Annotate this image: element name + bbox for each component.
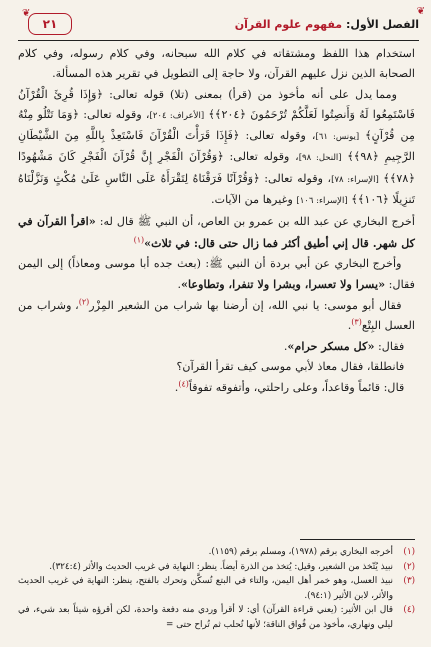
paragraph <box>18 296 415 337</box>
verse-reference: [يونس: ٦١] <box>315 132 360 143</box>
footnote-rule <box>300 539 415 540</box>
paragraph <box>18 211 415 254</box>
page-header <box>18 6 425 36</box>
hadith-quote: «اقرأ القرآن في كل شهر. قال إني أطيق أكثر فما زال حتى قال: في ثلاث» <box>18 214 415 250</box>
footnote-number: (٤) <box>403 605 415 616</box>
footnote-ref[interactable]: (٤) <box>178 379 189 389</box>
paragraph-text: ، وشراب من العسل البِتْع <box>18 298 415 332</box>
paragraph <box>18 378 415 398</box>
hadith-quote: «يسرا ولا تعسرا، وبشرا ولا تنفرا، وتطاوعا» <box>181 277 386 292</box>
paragraph <box>18 336 415 357</box>
paragraph-text: استخدام هذا اللفظ ومشتقاته في كلام الله سبحانه، وفي كلام رسوله، وفي كلام الصحابة الذين نزل عليهم القرآن، ولا حاجة إلى التطويل في تقرير هذه المسألة. <box>18 47 415 81</box>
verse-reference: [الإسراء: ١٠٦] <box>296 196 348 207</box>
footnote-number: (٣) <box>403 576 415 587</box>
paragraph-text: . <box>177 278 182 292</box>
footnote-text: نبيذ يُتّخذ من الشعير، وقيل: يُتخذ من الذرة أيضاً. ينظر: النهاية في غريب الحديث والأثر (٣٢٤:٤). <box>49 561 393 572</box>
running-head <box>235 18 419 31</box>
paragraph-text: . <box>347 318 352 332</box>
footnote <box>18 603 415 632</box>
paragraph <box>18 85 415 212</box>
footnote <box>18 545 415 560</box>
paragraph <box>18 357 415 377</box>
footnote-text: قال ابن الأثير: (يعني قراءة القرآن) أي: لا أقرأ وردي منه دفعة واحدة، لكن أقرؤه شيئاً بعد شيء، في ليلي ونهاري، مأخوذ من فُواق الناقة؛ لأنها تُحلب ثم تُراح حتى = <box>18 605 393 630</box>
verse-reference: [النحل: ٩٨] <box>298 153 342 164</box>
verse-reference: [الإسراء: ٧٨] <box>331 174 379 185</box>
paragraph-text: فقال أبو موسى: يا نبي الله، إن أرضنا بها شراب من الشعير المِزْر <box>89 298 402 312</box>
footnote-text: أخرجه البخاري برقم (١٩٧٨)، ومسلم برقم (١١٥٩). <box>208 547 393 557</box>
footnote <box>18 560 415 575</box>
paragraph <box>18 44 415 85</box>
header-rule <box>18 40 419 41</box>
paragraph-text: فانطلقا، فقال معاذ لأبي موسى كيف تقرأ القرآن؟ <box>176 360 405 374</box>
paragraph-text: وأخرج البخاري عن أبي بردة أن النبي ﷺ: (بعث جده أبا موسى ومعاذاً) إلى اليمن فقال: <box>18 256 415 292</box>
footnote-ref[interactable]: (١) <box>133 234 145 244</box>
verse-reference: [الأعراف: ٢٠٤] <box>149 110 205 121</box>
paragraph-text: أخرج البخاري عن عبد الله بن عمرو بن العاص، أن النبي ﷺ قال له: <box>99 215 415 229</box>
footnote-ref[interactable]: (٢) <box>78 296 90 306</box>
footnote-ref[interactable]: (٣) <box>351 317 362 327</box>
footnote <box>18 574 415 603</box>
corner-ornament-icon: ❦ <box>416 6 425 17</box>
paragraph-text: قال: قائماً وقاعداً، وعلى راحلتي، وأتفوقه تفوقاً <box>188 380 405 394</box>
footnotes <box>18 545 415 633</box>
main-text <box>18 44 415 398</box>
paragraph-text: ، وقوله تعالى: ﴿فَإِذَا قَرَأْتَ الْقُرْآنَ فَاسْتَعِذْ بِاللَّهِ مِنَ الشَّيْطَانِ الرَّجِيمِ ﴿٩٨﴾﴾ <box>18 129 416 164</box>
paragraph-text: ومما يدل على أنه مأخوذ من (قرأ) بمعنى (تلا) قوله تعالى: ﴿وَإِذَا قُرِئَ الْقُرْآنُ فَاسْتَمِعُوا لَهُ وَأَنصِتُوا لَعَلَّكُمْ تُرْحَمُونَ ﴿٢٠٤﴾﴾ <box>18 87 415 121</box>
paragraph-text: ، وقوله تعالى: ﴿وَقُرْآنَ الْفَجْرِ إِنَّ قُرْآنَ الْفَجْرِ كَانَ مَشْهُودًا ﴿٧٨﴾﴾ <box>18 150 416 185</box>
footnote-number: (١) <box>403 547 415 557</box>
footnote-number: (٢) <box>403 561 415 572</box>
hadith-quote: «كل مسكر حرام» <box>287 339 375 354</box>
paragraph <box>18 254 415 296</box>
paragraph-text: . <box>174 380 179 394</box>
paragraph-text: وغيرها من الآيات. <box>211 193 297 207</box>
paragraph-text: فقال: <box>374 340 405 354</box>
footnote-text: نبيذ العسل، وهو خمر أهل اليمن، والتاء في البتع تُسكَّن وتحرك بالفتح، ينظر: النهاية في غريب الحديث والأثر، لابن الأثير (٩٤:١). <box>18 576 393 601</box>
paragraph-text: . <box>283 340 288 354</box>
paragraph-text: ، وقوله تعالى: ﴿وَقُرْآنًا فَرَقْنَاهُ لِتَقْرَأَهُ عَلَى النَّاسِ عَلَىٰ مُكْثٍ وَنَزَّلْنَاهُ تَنزِيلًا ﴿١٠٦﴾﴾ <box>18 171 415 207</box>
paragraph-text: ، وقوله تعالى: ﴿وَمَا تَتْلُو مِنْهُ مِن قُرْآنٍ﴾ <box>18 107 415 143</box>
page-number: ٢١ <box>28 13 72 35</box>
corner-ornament-icon: ❦ <box>22 8 31 19</box>
chapter-title: مفهوم علوم القرآن <box>234 17 343 31</box>
chapter-label: الفصل الأول: <box>345 17 419 31</box>
